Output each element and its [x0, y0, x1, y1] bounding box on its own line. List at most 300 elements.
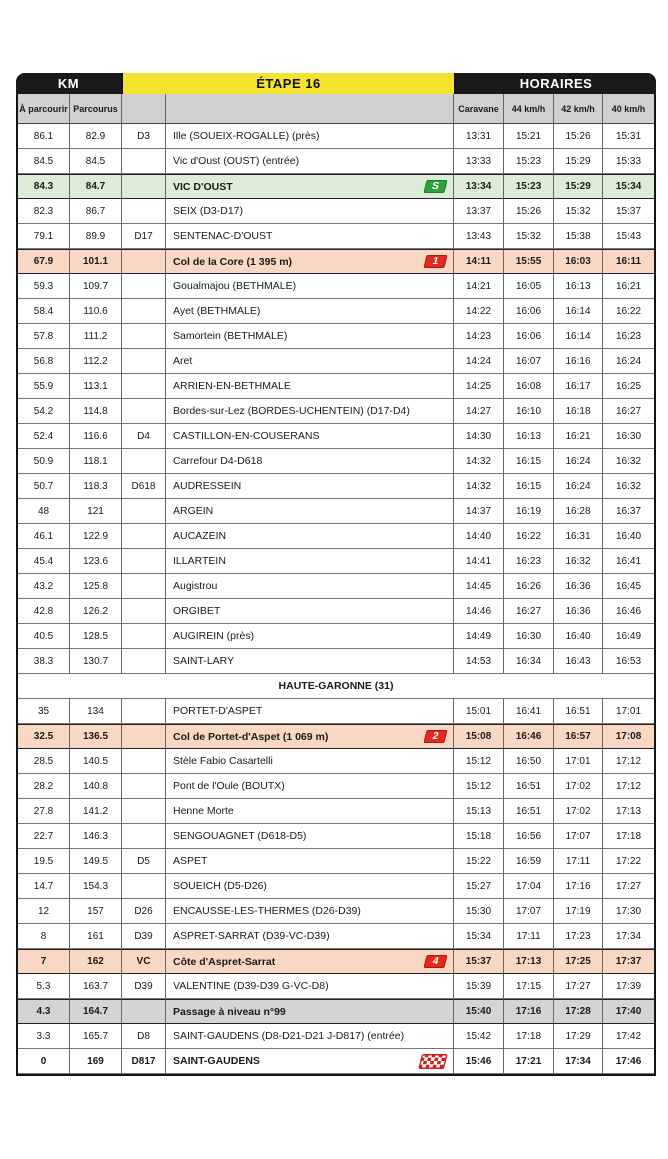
- road-cell: D817: [122, 1049, 166, 1074]
- place-name-cell: [166, 424, 454, 449]
- caravane-time-cell: 13:43: [454, 224, 504, 249]
- place-name-cell: [166, 649, 454, 674]
- time-42kmh-cell: 17:34: [554, 1049, 603, 1074]
- km-done-cell: 163.7: [70, 974, 122, 999]
- table-row: [18, 749, 654, 774]
- time-40kmh-cell: 16:27: [603, 399, 654, 424]
- road-cell: [122, 174, 166, 199]
- km-to-go-cell: 48: [18, 499, 70, 524]
- time-44kmh-cell: 16:30: [504, 624, 554, 649]
- caravane-time-cell: 15:42: [454, 1024, 504, 1049]
- time-44kmh-cell: 16:41: [504, 699, 554, 724]
- table-row: [18, 949, 654, 974]
- flag-wrap: [425, 730, 446, 743]
- time-42kmh-cell: 16:16: [554, 349, 603, 374]
- time-40kmh-cell: 15:33: [603, 149, 654, 174]
- km-to-go-cell: 5.3: [18, 974, 70, 999]
- time-40kmh-cell: 16:11: [603, 249, 654, 274]
- place-name-label: Carrefour D4-D618: [173, 455, 263, 467]
- km-done-cell: 165.7: [70, 1024, 122, 1049]
- table-row: [18, 899, 654, 924]
- table-row: [18, 649, 654, 674]
- caravane-time-cell: 15:34: [454, 924, 504, 949]
- place-name-label: Bordes-sur-Lez (BORDES-UCHENTEIN) (D17-D4): [173, 405, 410, 417]
- time-44kmh-cell: 15:26: [504, 199, 554, 224]
- place-name-cell: [166, 474, 454, 499]
- caravane-time-cell: 15:39: [454, 974, 504, 999]
- caravane-time-cell: 14:11: [454, 249, 504, 274]
- road-cell: D8: [122, 1024, 166, 1049]
- place-name-cell: [166, 974, 454, 999]
- time-42kmh-cell: 17:28: [554, 999, 603, 1024]
- time-44kmh-cell: 16:15: [504, 449, 554, 474]
- place-name-cell: [166, 124, 454, 149]
- place-name-cell: [166, 524, 454, 549]
- place-name-label: SENGOUAGNET (D618-D5): [173, 830, 307, 842]
- table-row: [18, 349, 654, 374]
- table-row: [18, 249, 654, 274]
- road-cell: D17: [122, 224, 166, 249]
- table-row: [18, 399, 654, 424]
- time-40kmh-cell: 17:22: [603, 849, 654, 874]
- road-cell: [122, 874, 166, 899]
- road-cell: [122, 624, 166, 649]
- time-40kmh-cell: 17:37: [603, 949, 654, 974]
- km-to-go-cell: 43.2: [18, 574, 70, 599]
- place-name-label: SEIX (D3-D17): [173, 205, 244, 217]
- caravane-time-cell: 14:40: [454, 524, 504, 549]
- km-to-go-cell: 22.7: [18, 824, 70, 849]
- table-row: [18, 699, 654, 724]
- road-cell: [122, 749, 166, 774]
- road-cell: [122, 399, 166, 424]
- time-42kmh-cell: 17:16: [554, 874, 603, 899]
- time-42kmh-cell: 17:01: [554, 749, 603, 774]
- place-name-label: Col de Portet-d'Aspet (1 069 m): [173, 730, 329, 743]
- time-44kmh-cell: 16:05: [504, 274, 554, 299]
- table-row: [18, 424, 654, 449]
- table-row: [18, 799, 654, 824]
- time-44kmh-cell: 17:07: [504, 899, 554, 924]
- road-cell: D39: [122, 974, 166, 999]
- time-42kmh-cell: 15:29: [554, 149, 603, 174]
- time-44kmh-cell: 17:13: [504, 949, 554, 974]
- km-done-cell: 84.7: [70, 174, 122, 199]
- place-name-cell: [166, 549, 454, 574]
- place-name-cell: [166, 374, 454, 399]
- km-to-go-cell: 67.9: [18, 249, 70, 274]
- time-44kmh-cell: 16:15: [504, 474, 554, 499]
- table-row: [18, 774, 654, 799]
- time-42kmh-cell: 17:02: [554, 799, 603, 824]
- time-42kmh-cell: 15:26: [554, 124, 603, 149]
- place-name-label: PORTET-D'ASPET: [173, 705, 263, 717]
- table-row: [18, 874, 654, 899]
- table-row: [18, 974, 654, 999]
- time-44kmh-cell: 16:50: [504, 749, 554, 774]
- km-to-go-cell: 50.9: [18, 449, 70, 474]
- time-42kmh-cell: 16:24: [554, 474, 603, 499]
- sprint-flag-icon: S: [423, 180, 447, 193]
- time-44kmh-cell: 15:32: [504, 224, 554, 249]
- time-40kmh-cell: 17:27: [603, 874, 654, 899]
- place-name-cell: [166, 499, 454, 524]
- km-to-go-cell: 59.3: [18, 274, 70, 299]
- km-to-go-cell: 4.3: [18, 999, 70, 1024]
- km-done-cell: 136.5: [70, 724, 122, 749]
- time-44kmh-cell: 16:34: [504, 649, 554, 674]
- time-44kmh-cell: 16:10: [504, 399, 554, 424]
- caravane-time-cell: 14:22: [454, 299, 504, 324]
- km-done-cell: 134: [70, 699, 122, 724]
- time-40kmh-cell: 16:30: [603, 424, 654, 449]
- place-name-cell: [166, 924, 454, 949]
- road-cell: VC: [122, 949, 166, 974]
- km-to-go-cell: 38.3: [18, 649, 70, 674]
- time-42kmh-cell: 16:14: [554, 324, 603, 349]
- time-40kmh-cell: 16:41: [603, 549, 654, 574]
- table-header-band: [16, 73, 656, 94]
- caravane-time-cell: 15:12: [454, 774, 504, 799]
- km-to-go-cell: 27.8: [18, 799, 70, 824]
- road-cell: [122, 824, 166, 849]
- time-44kmh-cell: 16:46: [504, 724, 554, 749]
- table-row: [18, 824, 654, 849]
- caravane-time-cell: 15:13: [454, 799, 504, 824]
- km-to-go-cell: 57.8: [18, 324, 70, 349]
- table-row: [18, 149, 654, 174]
- flag-wrap: [425, 955, 446, 968]
- place-name-label: ASPRET-SARRAT (D39-VC-D39): [173, 930, 330, 942]
- place-name-label: AUCAZEIN: [173, 530, 227, 542]
- place-name-label: SENTENAC-D'OUST: [173, 230, 273, 242]
- km-to-go-cell: 42.8: [18, 599, 70, 624]
- km-to-go-cell: 14.7: [18, 874, 70, 899]
- km-done-cell: 154.3: [70, 874, 122, 899]
- time-42kmh-cell: 16:36: [554, 599, 603, 624]
- caravane-time-cell: 15:08: [454, 724, 504, 749]
- road-cell: [122, 249, 166, 274]
- caravane-time-cell: 14:30: [454, 424, 504, 449]
- place-name-cell: [166, 149, 454, 174]
- stage-itinerary-table: [16, 73, 656, 1076]
- caravane-time-cell: 15:12: [454, 749, 504, 774]
- time-40kmh-cell: 16:32: [603, 449, 654, 474]
- place-name-label: SOUEICH (D5-D26): [173, 880, 267, 892]
- time-40kmh-cell: 16:21: [603, 274, 654, 299]
- time-40kmh-cell: 17:30: [603, 899, 654, 924]
- place-name-label: CASTILLON-EN-COUSERANS: [173, 430, 320, 442]
- road-cell: [122, 199, 166, 224]
- col-header-to-go: À parcourir: [18, 94, 70, 124]
- time-40kmh-cell: 16:23: [603, 324, 654, 349]
- climb-category-2-flag-icon: 2: [423, 730, 447, 743]
- place-name-cell: [166, 799, 454, 824]
- time-42kmh-cell: 16:40: [554, 624, 603, 649]
- place-name-label: ARRIEN-EN-BETHMALE: [173, 380, 291, 392]
- km-done-cell: 109.7: [70, 274, 122, 299]
- place-name-cell: [166, 349, 454, 374]
- road-cell: [122, 374, 166, 399]
- time-42kmh-cell: 16:21: [554, 424, 603, 449]
- time-42kmh-cell: 17:07: [554, 824, 603, 849]
- place-name-label: VALENTINE (D39-D39 G-VC-D8): [173, 980, 329, 992]
- time-42kmh-cell: 16:43: [554, 649, 603, 674]
- stage-title: ÉTAPE 16: [121, 73, 456, 94]
- place-name-label: ORGIBET: [173, 605, 221, 617]
- road-cell: [122, 699, 166, 724]
- km-done-cell: 122.9: [70, 524, 122, 549]
- caravane-time-cell: 14:41: [454, 549, 504, 574]
- finish-checkered-flag-icon: [418, 1054, 448, 1069]
- table-row: [18, 499, 654, 524]
- time-40kmh-cell: 17:40: [603, 999, 654, 1024]
- place-name-cell: [166, 874, 454, 899]
- table-row: [18, 324, 654, 349]
- km-done-cell: 82.9: [70, 124, 122, 149]
- caravane-time-cell: 15:37: [454, 949, 504, 974]
- place-name-cell: [166, 1049, 454, 1074]
- time-40kmh-cell: 16:46: [603, 599, 654, 624]
- road-cell: [122, 799, 166, 824]
- time-42kmh-cell: 16:03: [554, 249, 603, 274]
- time-44kmh-cell: 16:19: [504, 499, 554, 524]
- place-name-cell: [166, 199, 454, 224]
- km-done-cell: 86.7: [70, 199, 122, 224]
- time-44kmh-cell: 15:55: [504, 249, 554, 274]
- road-cell: [122, 149, 166, 174]
- table-row: [18, 549, 654, 574]
- km-done-cell: 110.6: [70, 299, 122, 324]
- time-44kmh-cell: 17:04: [504, 874, 554, 899]
- time-42kmh-cell: 16:31: [554, 524, 603, 549]
- time-44kmh-cell: 17:21: [504, 1049, 554, 1074]
- time-40kmh-cell: 15:37: [603, 199, 654, 224]
- km-to-go-cell: 35: [18, 699, 70, 724]
- place-name-cell: [166, 174, 454, 199]
- time-44kmh-cell: 16:51: [504, 799, 554, 824]
- time-44kmh-cell: 16:06: [504, 299, 554, 324]
- km-to-go-cell: 54.2: [18, 399, 70, 424]
- time-40kmh-cell: 17:46: [603, 1049, 654, 1074]
- km-done-cell: 101.1: [70, 249, 122, 274]
- place-name-cell: [166, 774, 454, 799]
- climb-category-1-flag-icon: 1: [423, 255, 447, 268]
- km-to-go-cell: 55.9: [18, 374, 70, 399]
- time-44kmh-cell: 16:22: [504, 524, 554, 549]
- place-name-cell: [166, 574, 454, 599]
- col-header-40kmh: 40 km/h: [603, 94, 654, 124]
- table-row: [18, 124, 654, 149]
- place-name-label: Col de la Core (1 395 m): [173, 255, 293, 268]
- road-cell: [122, 274, 166, 299]
- caravane-time-cell: 13:31: [454, 124, 504, 149]
- table-row: [18, 849, 654, 874]
- time-42kmh-cell: 15:32: [554, 199, 603, 224]
- road-cell: [122, 499, 166, 524]
- place-name-cell: [166, 599, 454, 624]
- time-42kmh-cell: 17:19: [554, 899, 603, 924]
- col-header-done: Parcourus: [70, 94, 122, 124]
- km-done-cell: 116.6: [70, 424, 122, 449]
- table-row: [18, 724, 654, 749]
- time-44kmh-cell: 17:16: [504, 999, 554, 1024]
- km-done-cell: 126.2: [70, 599, 122, 624]
- table-row: [18, 599, 654, 624]
- table-row: [18, 174, 654, 199]
- km-to-go-cell: 40.5: [18, 624, 70, 649]
- km-done-cell: 114.8: [70, 399, 122, 424]
- table-row: [18, 999, 654, 1024]
- time-44kmh-cell: 16:51: [504, 774, 554, 799]
- road-cell: D3: [122, 124, 166, 149]
- time-42kmh-cell: 16:57: [554, 724, 603, 749]
- km-done-cell: 140.8: [70, 774, 122, 799]
- place-name-label: VIC D'OUST: [173, 180, 233, 193]
- road-cell: [122, 999, 166, 1024]
- caravane-time-cell: 14:25: [454, 374, 504, 399]
- time-44kmh-cell: 15:23: [504, 149, 554, 174]
- time-44kmh-cell: 15:23: [504, 174, 554, 199]
- table-row: [18, 924, 654, 949]
- time-40kmh-cell: 17:08: [603, 724, 654, 749]
- km-to-go-cell: 0: [18, 1049, 70, 1074]
- road-cell: [122, 549, 166, 574]
- road-cell: D618: [122, 474, 166, 499]
- horaires-header: HORAIRES: [456, 73, 656, 94]
- time-40kmh-cell: 17:01: [603, 699, 654, 724]
- km-to-go-cell: 82.3: [18, 199, 70, 224]
- time-40kmh-cell: 15:31: [603, 124, 654, 149]
- time-40kmh-cell: 16:25: [603, 374, 654, 399]
- km-done-cell: 89.9: [70, 224, 122, 249]
- place-name-label: SAINT-GAUDENS: [173, 1055, 260, 1067]
- caravane-time-cell: 14:23: [454, 324, 504, 349]
- km-done-cell: 111.2: [70, 324, 122, 349]
- table-body: [18, 124, 654, 1074]
- time-42kmh-cell: 16:14: [554, 299, 603, 324]
- time-42kmh-cell: 16:18: [554, 399, 603, 424]
- km-done-cell: 169: [70, 1049, 122, 1074]
- flag-wrap: [425, 255, 446, 268]
- time-40kmh-cell: 16:49: [603, 624, 654, 649]
- time-40kmh-cell: 16:24: [603, 349, 654, 374]
- place-name-label: Vic d'Oust (OUST) (entrée): [173, 155, 300, 167]
- table-row: [18, 199, 654, 224]
- km-done-cell: 112.2: [70, 349, 122, 374]
- km-to-go-cell: 56.8: [18, 349, 70, 374]
- place-name-label: Aret: [173, 355, 193, 367]
- time-42kmh-cell: 17:11: [554, 849, 603, 874]
- road-cell: [122, 524, 166, 549]
- km-done-cell: 141.2: [70, 799, 122, 824]
- caravane-time-cell: 15:22: [454, 849, 504, 874]
- time-40kmh-cell: 17:12: [603, 774, 654, 799]
- table-row: [18, 449, 654, 474]
- km-done-cell: 84.5: [70, 149, 122, 174]
- place-name-label: ASPET: [173, 855, 208, 867]
- time-42kmh-cell: 16:17: [554, 374, 603, 399]
- place-name-label: ILLARTEIN: [173, 555, 226, 567]
- time-42kmh-cell: 15:38: [554, 224, 603, 249]
- place-name-label: Samortein (BETHMALE): [173, 330, 288, 342]
- time-44kmh-cell: 16:08: [504, 374, 554, 399]
- km-to-go-cell: 28.2: [18, 774, 70, 799]
- time-44kmh-cell: 16:56: [504, 824, 554, 849]
- km-to-go-cell: 84.5: [18, 149, 70, 174]
- place-name-label: SAINT-LARY: [173, 655, 235, 667]
- km-to-go-cell: 46.1: [18, 524, 70, 549]
- road-cell: [122, 349, 166, 374]
- caravane-time-cell: 14:49: [454, 624, 504, 649]
- caravane-time-cell: 14:27: [454, 399, 504, 424]
- caravane-time-cell: 15:40: [454, 999, 504, 1024]
- road-cell: [122, 299, 166, 324]
- time-40kmh-cell: 16:40: [603, 524, 654, 549]
- time-42kmh-cell: 17:27: [554, 974, 603, 999]
- place-name-cell: [166, 224, 454, 249]
- caravane-time-cell: 14:21: [454, 274, 504, 299]
- road-cell: D26: [122, 899, 166, 924]
- time-42kmh-cell: 16:51: [554, 699, 603, 724]
- time-44kmh-cell: 17:18: [504, 1024, 554, 1049]
- road-cell: [122, 574, 166, 599]
- table-row: [18, 524, 654, 549]
- table-row: [18, 374, 654, 399]
- place-name-label: Ayet (BETHMALE): [173, 305, 261, 317]
- section-label: HAUTE-GARONNE (31): [18, 674, 654, 699]
- place-name-label: Côte d'Aspret-Sarrat: [173, 955, 276, 968]
- time-40kmh-cell: 16:53: [603, 649, 654, 674]
- caravane-time-cell: 15:46: [454, 1049, 504, 1074]
- time-44kmh-cell: 16:26: [504, 574, 554, 599]
- caravane-time-cell: 13:33: [454, 149, 504, 174]
- time-42kmh-cell: 16:24: [554, 449, 603, 474]
- place-name-cell: [166, 899, 454, 924]
- time-44kmh-cell: 16:23: [504, 549, 554, 574]
- time-40kmh-cell: 17:34: [603, 924, 654, 949]
- road-cell: D4: [122, 424, 166, 449]
- place-name-label: Goualmajou (BETHMALE): [173, 280, 297, 292]
- climb-category-4-flag-icon: 4: [423, 955, 447, 968]
- place-name-label: Stèle Fabio Casartelli: [173, 755, 273, 767]
- place-name-label: Henne Morte: [173, 805, 234, 817]
- place-name-cell: [166, 624, 454, 649]
- km-done-cell: 146.3: [70, 824, 122, 849]
- km-done-cell: 125.8: [70, 574, 122, 599]
- road-cell: [122, 649, 166, 674]
- time-44kmh-cell: 16:27: [504, 599, 554, 624]
- time-40kmh-cell: 17:39: [603, 974, 654, 999]
- place-name-label: SAINT-GAUDENS (D8-D21-D21 J-D817) (entrée): [173, 1030, 405, 1042]
- time-44kmh-cell: 15:21: [504, 124, 554, 149]
- column-headers-row: [18, 94, 654, 124]
- km-to-go-cell: 12: [18, 899, 70, 924]
- time-40kmh-cell: 17:12: [603, 749, 654, 774]
- road-cell: [122, 599, 166, 624]
- km-header: KM: [16, 73, 121, 94]
- km-done-cell: 162: [70, 949, 122, 974]
- km-done-cell: 149.5: [70, 849, 122, 874]
- flag-wrap: [420, 1054, 446, 1069]
- table-row: [18, 224, 654, 249]
- time-42kmh-cell: 17:02: [554, 774, 603, 799]
- table-row: [18, 299, 654, 324]
- table-row: [18, 1024, 654, 1049]
- place-name-cell: [166, 749, 454, 774]
- time-40kmh-cell: 17:42: [603, 1024, 654, 1049]
- caravane-time-cell: 14:46: [454, 599, 504, 624]
